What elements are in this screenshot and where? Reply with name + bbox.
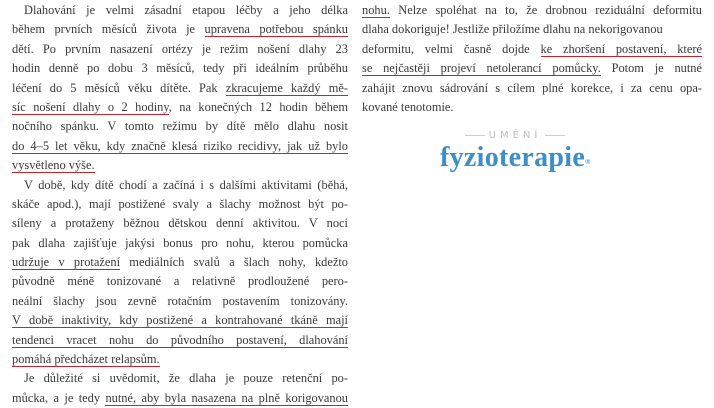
underlined-phrase: pomáhá předcházet relapsům. <box>12 352 160 367</box>
logo-wordmark-text: fyzioterapie <box>440 142 586 173</box>
text-segment: dětí. Po prvním nasazení ortézy je režim nošení dlahy 23 <box>12 41 348 56</box>
underlined-phrase: síc nošení dlahy o 2 hodiny <box>12 99 169 114</box>
text-line <box>12 156 348 175</box>
registered-mark: ® <box>585 158 591 166</box>
text-line <box>12 176 348 195</box>
logo-tagline <box>440 130 590 142</box>
umeni-fyzioterapie-logo <box>440 130 590 178</box>
text-line <box>362 20 702 39</box>
text-segment: během prvních měsíců života je <box>12 22 205 37</box>
text-line <box>12 117 348 136</box>
text-segment: hodin denně po dobu 3 měsíců, tedy při ideálním průběhu <box>12 61 348 76</box>
logo-tagline-text: UMĚNÍ <box>488 130 542 141</box>
underlined-phrase: nutné, aby byla nasazena na plně korigovanou <box>105 390 348 405</box>
text-line <box>12 272 348 291</box>
left-text-column <box>12 1 348 408</box>
text-segment: nočního spánku. V tomto režimu by dítě mělo dlahu nosit <box>12 119 348 134</box>
text-line <box>12 253 348 272</box>
right-text-column <box>362 1 702 117</box>
underlined-phrase: V době inaktivity, kdy postižené a kontrahované tkáně mají <box>12 313 348 328</box>
text-segment: kované tenotomie. <box>362 99 454 114</box>
text-segment: Dlahování je velmi zásadní etapou léčby a jeho délka <box>24 3 348 17</box>
text-segment: dlaha dokoriguje! Jestliže přiložíme dlahu na nekorigovanou <box>362 22 663 37</box>
text-line <box>362 1 702 20</box>
underlined-phrase: ke zhoršení postavení, které <box>540 41 702 56</box>
text-line <box>12 1 348 20</box>
text-line <box>12 311 348 330</box>
text-line <box>12 369 348 388</box>
underlined-phrase: upravena potřebou spánku <box>204 22 348 37</box>
text-segment: Je důležité si uvědomit, že dlaha je pouze retenční po- <box>24 371 348 386</box>
text-line <box>362 59 702 78</box>
text-line <box>12 40 348 59</box>
text-segment: původně méně tonizované a relativně prodloužené pero- <box>12 274 348 289</box>
text-segment: zahájit znovu sádrování s cílem plné korekce, i za cenu opa- <box>362 80 702 95</box>
text-line <box>12 389 348 408</box>
text-line <box>12 195 348 214</box>
text-line <box>12 214 348 233</box>
text-line <box>12 79 348 98</box>
text-line <box>12 59 348 78</box>
text-segment: V době, kdy dítě chodí a začíná i s dalšími aktivitami (běhá, <box>24 177 348 192</box>
text-segment: léčení do 5 měsíců věku dítěte. Pak <box>12 80 226 95</box>
text-line <box>12 137 348 156</box>
underlined-phrase: se nejčastěji projeví netolerancí pomůcky. <box>362 61 601 76</box>
text-segment: Potom je nutné <box>600 61 702 76</box>
underlined-phrase: vysvětleno výše. <box>12 158 95 173</box>
underlined-phrase: do 4–5 let věku, kdy značně klesá riziko recidivy, jak už bylo <box>12 138 348 153</box>
underlined-phrase: zkracujeme každý mě- <box>225 80 348 95</box>
text-segment: mediálních svalů a šlach nohy, kdežto <box>120 255 348 270</box>
text-line <box>12 234 348 253</box>
text-line <box>12 98 348 117</box>
text-segment: , na konečných 12 hodin během <box>168 99 348 114</box>
text-segment: pak dlaha zajišťuje jakýsi bonus pro nohu, kterou pomůcka <box>12 235 348 250</box>
underlined-phrase: udržuje v protažení <box>12 255 121 270</box>
text-segment: Nelze spoléhat na to, že drobnou reziduální deformitu <box>389 3 702 17</box>
text-segment: neální šlachy jsou zevně rotačním postavením tonizovány. <box>12 293 348 308</box>
text-line <box>12 350 348 369</box>
text-segment: skáče apod.), mají postižené svaly a šlachy možnost být po- <box>12 196 348 211</box>
text-segment: deformitu, velmi časně dojde <box>362 41 541 56</box>
logo-wordmark <box>440 142 590 174</box>
text-line <box>362 40 702 59</box>
underlined-phrase: nohu. <box>362 3 390 17</box>
text-segment: síleny a protaženy běžnou dětskou denní aktivitou. V noci <box>12 216 348 231</box>
text-line <box>362 98 702 117</box>
text-line <box>362 79 702 98</box>
text-line <box>12 331 348 350</box>
underlined-phrase: tendenci vracet nohu do původního postavení, dlahování <box>12 332 348 347</box>
text-line <box>12 292 348 311</box>
text-line <box>12 20 348 39</box>
text-segment: můcka, a je tedy <box>12 390 106 405</box>
